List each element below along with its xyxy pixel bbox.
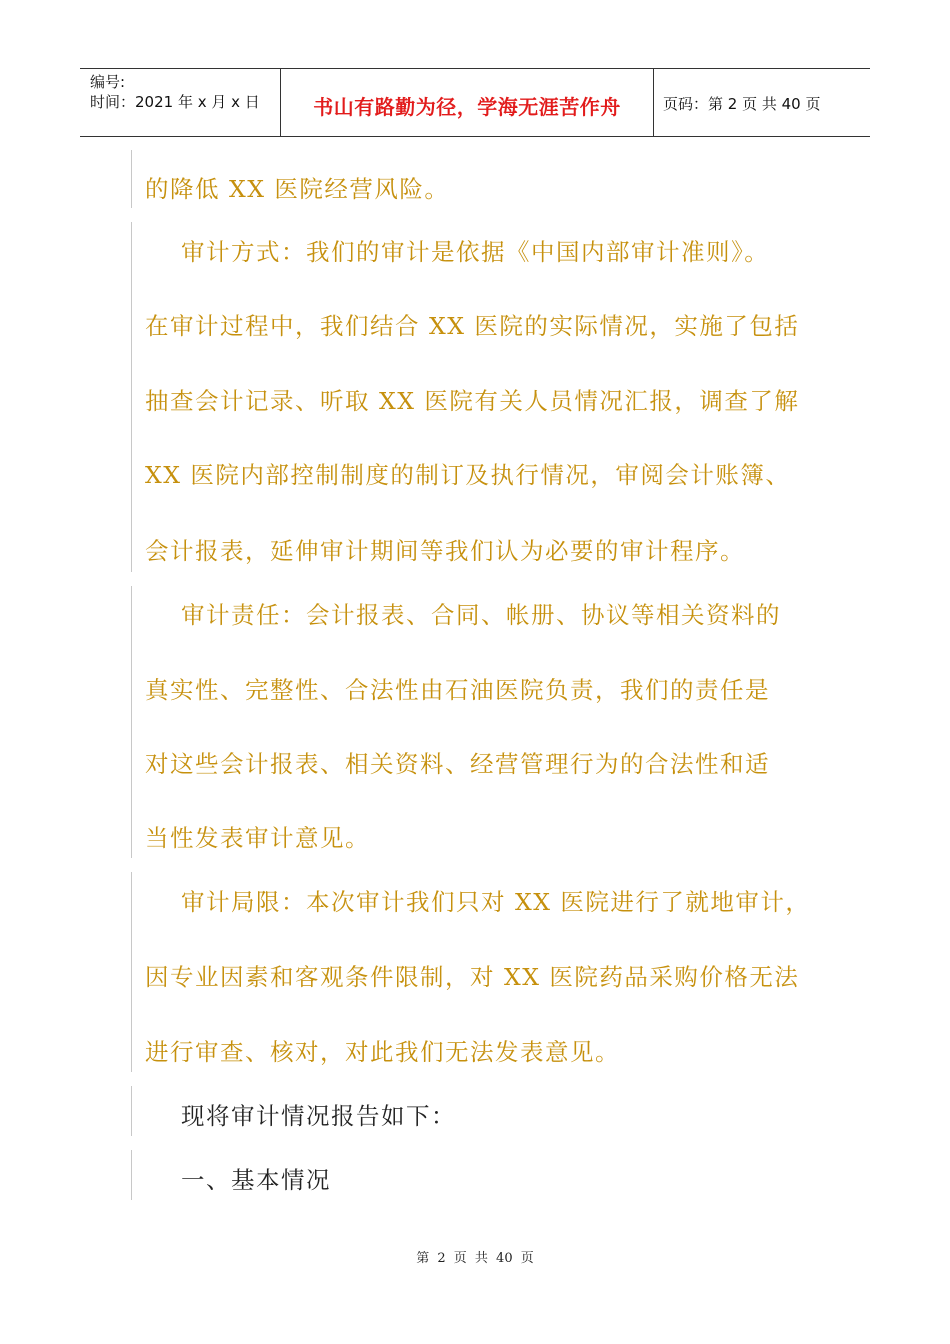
- paragraph-line: 进行审查、核对，对此我们无法发表意见。: [145, 1038, 620, 1066]
- paragraph-marker: [131, 586, 132, 858]
- paragraph-line: 在审计过程中，我们结合 XX 医院的实际情况，实施了包括: [145, 312, 800, 340]
- paragraph-line: XX 医院内部控制制度的制订及执行情况，审阅会计账簿、: [145, 461, 791, 489]
- header-page-cell: [653, 69, 870, 136]
- header-page-info: 页码：第 2 页 共 40 页: [663, 95, 821, 113]
- paragraph-line: 的降低 XX 医院经营风险。: [145, 175, 450, 203]
- header-motto: 书山有路勤为径，学海无涯苦作舟: [313, 95, 621, 119]
- paragraph-marker: [131, 872, 132, 1072]
- paragraph-marker: [131, 1150, 132, 1200]
- paragraph-line: 对这些会计报表、相关资料、经营管理行为的合法性和适: [145, 750, 770, 778]
- paragraph-line: 当性发表审计意见。: [145, 824, 370, 852]
- header-left-cell: [80, 69, 280, 136]
- section-heading: 一、基本情况: [181, 1166, 331, 1194]
- page-header: [80, 68, 870, 137]
- paragraph-marker: [131, 222, 132, 572]
- report-intro-line: 现将审计情况报告如下：: [181, 1102, 456, 1130]
- paragraph-line: 真实性、完整性、合法性由石油医院负责，我们的责任是: [145, 676, 770, 704]
- paragraph-marker: [131, 1086, 132, 1136]
- paragraph-line: 会计报表，延伸审计期间等我们认为必要的审计程序。: [145, 537, 745, 565]
- document-date: 时间：2021 年 x 月 x 日: [90, 93, 260, 111]
- page-footer: 第 2 页 共 40 页: [416, 1251, 534, 1266]
- paragraph-line: 因专业因素和客观条件限制，对 XX 医院药品采购价格无法: [145, 963, 800, 991]
- paragraph-line: 审计局限：本次审计我们只对 XX 医院进行了就地审计，: [181, 888, 811, 916]
- document-number-label: 编号:: [90, 73, 126, 91]
- header-motto-cell: [280, 69, 654, 136]
- paragraph-line: 审计责任：会计报表、合同、帐册、协议等相关资料的: [181, 601, 781, 629]
- paragraph-marker: [131, 150, 132, 208]
- paragraph-line: 抽查会计记录、听取 XX 医院有关人员情况汇报，调查了解: [145, 387, 800, 415]
- paragraph-line: 审计方式：我们的审计是依据《中国内部审计准则》。: [181, 238, 770, 266]
